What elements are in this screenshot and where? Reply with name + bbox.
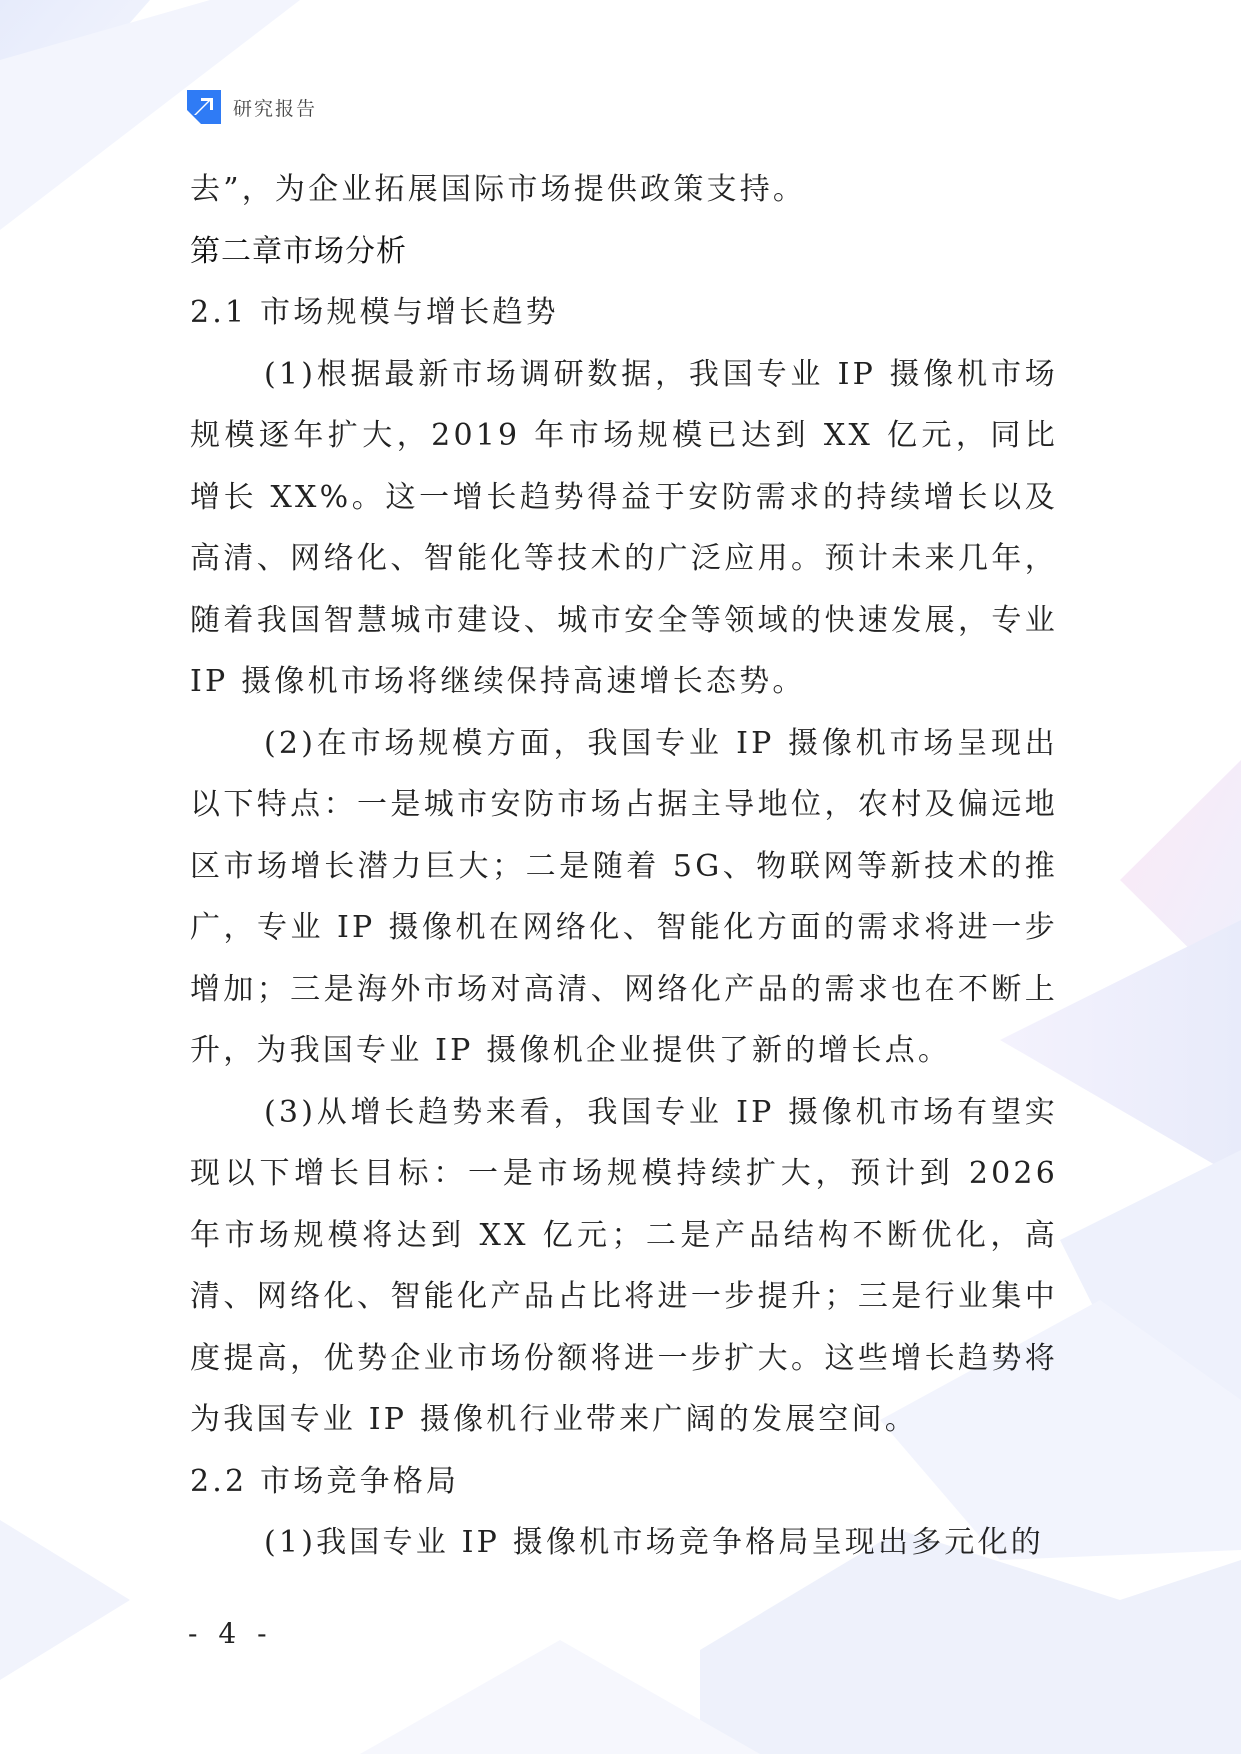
section-heading-2-1: 2.1 市场规模与增长趋势 bbox=[190, 295, 559, 330]
report-header bbox=[187, 90, 317, 124]
document-body bbox=[190, 159, 1058, 1574]
paragraph: (1)根据最新市场调研数据，我国专业 IP 摄像机市场规模逐年扩大，2019 年市场规模已达到 XX 亿元，同比增长 XX%。这一增长趋势得益于安防需求的持续增长以及高清、网络化、智能化等技术的广泛应用。预计未来几年，随着我国智慧城市建设、城市安全等领域的快速发展，专业 IP 摄像机市场将继续保持高速增长态势。 bbox=[190, 356, 1058, 699]
paragraph: (3)从增长趋势来看，我国专业 IP 摄像机市场有望实现以下增长目标：一是市场规模持续扩大，预计到 2026 年市场规模将达到 XX 亿元；二是产品结构不断优化，高清、网络化、智能化产品占比将进一步提升；三是行业集中度提高，优势企业市场份额将进一步扩大。这些增长趋势将为我国专业 IP 摄像机行业带来广阔的发展空间。 bbox=[190, 1094, 1058, 1437]
paragraph: (1)我国专业 IP 摄像机市场竞争格局呈现出多元化的 bbox=[264, 1525, 1045, 1560]
paragraph: (2)在市场规模方面，我国专业 IP 摄像机市场呈现出以下特点：一是城市安防市场占据主导地位，农村及偏远地区市场增长潜力巨大；二是随着 5G、物联网等新技术的推广，专业 IP 摄像机在网络化、智能化方面的需求将进一步增加；三是海外市场对高清、网络化产品的需求也在不断上升，为我国专业 IP 摄像机企业提供了新的增长点。 bbox=[190, 725, 1058, 1068]
section-heading-2-2: 2.2 市场竞争格局 bbox=[190, 1463, 460, 1499]
paragraph-continuation: 去”，为企业拓展国际市场提供政策支持。 bbox=[190, 172, 807, 207]
chapter-heading: 第二章市场分析 bbox=[190, 233, 407, 269]
arrow-logo-icon bbox=[187, 90, 221, 124]
page-number: - 4 - bbox=[188, 1617, 273, 1650]
header-title: 研究报告 bbox=[233, 97, 318, 120]
